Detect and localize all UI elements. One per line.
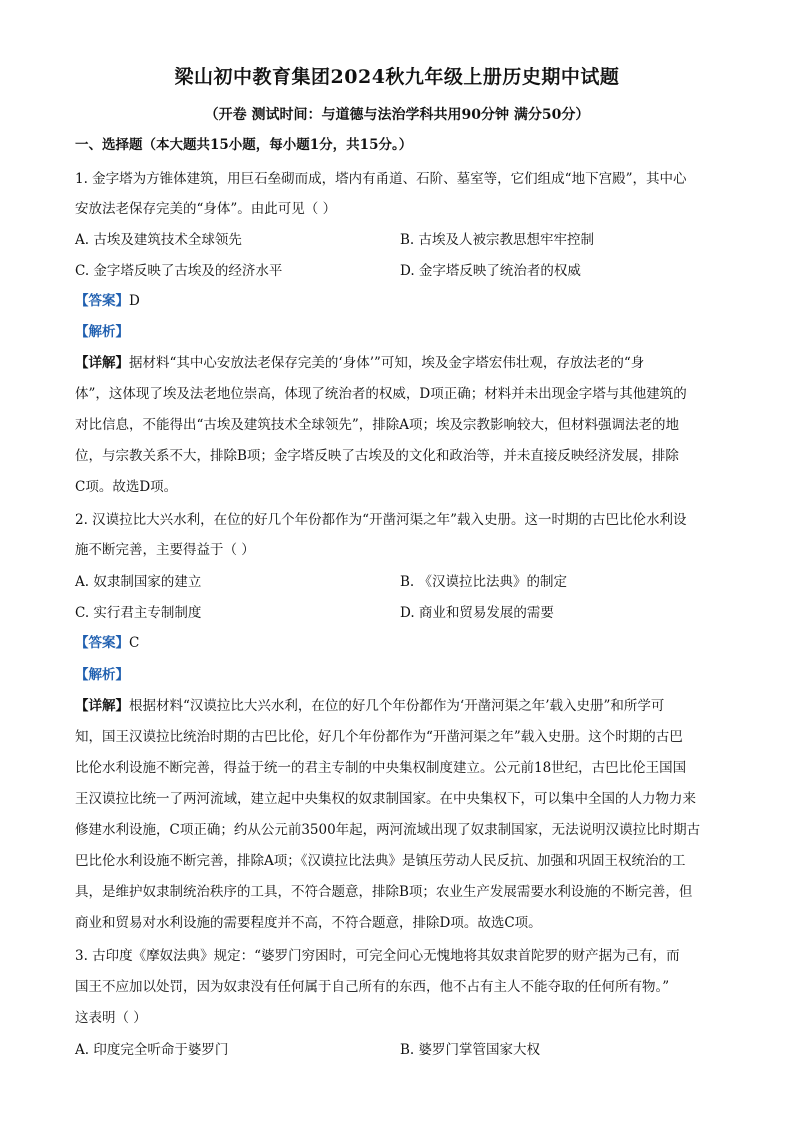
q2-detail-line1 (75, 697, 725, 715)
q1-option-d: D. 金字塔反映了统治者的权威 (400, 263, 581, 279)
answer-value: D (129, 293, 140, 309)
q2-answer (75, 634, 725, 652)
detail-text: 据材料“其中心安放法老保存完美的‘身体’”可知，埃及金字塔宏伟壮观，存放法老的“身 (129, 355, 645, 371)
answer-tag: 【答案】 (75, 635, 129, 651)
q1-detail-line5: C项。故选D项。 (75, 479, 178, 495)
page-title: 梁山初中教育集团2024秋九年级上册历史期中试题 (174, 66, 620, 88)
q1-option-a: A. 古埃及建筑技术全球领先 (75, 232, 242, 248)
q2-detail-line8: 商业和贸易对水利设施的需要程度并不高，不符合题意，排除D项。故选C项。 (75, 915, 542, 931)
q1-detail-line3: 对比信息，不能得出“古埃及建筑技术全球领先”，排除A项；埃及宗教影响较大，但材料强调法老的地 (75, 417, 680, 433)
q1-answer (75, 292, 725, 310)
detail-tag: 【详解】 (75, 355, 129, 371)
detail-tag: 【详解】 (75, 698, 129, 714)
q2-detail-line2: 知，国王汉谟拉比统治时期的古巴比伦，好几个年份都作为“开凿河渠之年”载入史册。这个时期的古巴 (75, 729, 683, 745)
q2-detail-line6: 巴比伦水利设施不断完善，排除A项；《汉谟拉比法典》是镇压劳动人民反抗、加强和巩固王权统治的工 (75, 853, 686, 869)
q2-detail-line5: 修建水利设施，C项正确；约从公元前3500年起，两河流域出现了奴隶制国家，无法说明汉谟拉比时期古 (75, 822, 701, 838)
q2-detail-line4: 王汉谟拉比统一了两河流域，建立起中央集权的奴隶制国家。在中央集权下，可以集中全国的人力物力来 (75, 791, 696, 807)
q1-detail-line4: 位，与宗教关系不大，排除B项；金字塔反映了古埃及的文化和政治等，并未直接反映经济发展，排除 (75, 448, 679, 464)
q3-stem-line3: 这表明（ ） (75, 1010, 147, 1026)
q1-detail-line1 (75, 354, 725, 372)
q1-stem-line1: 1. 金字塔为方锥体建筑，用巨石垒砌而成，塔内有甬道、石阶、墓室等，它们组成“地下宫殿”，其中心 (75, 171, 687, 187)
q2-option-a: A. 奴隶制国家的建立 (75, 574, 202, 590)
q2-option-d: D. 商业和贸易发展的需要 (400, 605, 554, 621)
q3-stem-line2: 国王不应加以处罚，因为奴隶没有任何属于自己所有的东西，他不占有主人不能夺取的任何所有物。” (75, 979, 670, 995)
q3-option-a: A. 印度完全听命于婆罗门 (75, 1042, 229, 1058)
q1-detail-line2: 体”，这体现了埃及法老地位崇高，体现了统治者的权威，D项正确；材料并未出现金字塔与其他建筑的 (75, 386, 687, 402)
q1-option-b: B. 古埃及人被宗教思想牢牢控制 (400, 232, 595, 248)
q1-analysis (75, 323, 725, 341)
q3-option-b: B. 婆罗门掌管国家大权 (400, 1042, 541, 1058)
q2-option-c: C. 实行君主专制制度 (75, 605, 202, 621)
section-heading: 一、选择题（本大题共15小题，每小题1分，共15分。） (75, 137, 413, 153)
analysis-tag: 【解析】 (75, 324, 129, 340)
q1-stem-line2: 安放法老保存完美的“身体”。由此可见（ ） (75, 201, 337, 217)
q2-analysis (75, 666, 725, 684)
q2-stem-line2: 施不断完善，主要得益于（ ） (75, 542, 255, 558)
q2-detail-line3: 比伦水利设施不断完善，得益于统一的君主专制的中央集权制度建立。公元前18世纪，古巴比伦王国国 (75, 760, 687, 776)
answer-tag: 【答案】 (75, 293, 129, 309)
analysis-tag: 【解析】 (75, 667, 129, 683)
detail-text: 根据材料“汉谟拉比大兴水利，在位的好几个年份都作为‘开凿河渠之年’载入史册”和所学可 (129, 698, 665, 714)
q1-option-c: C. 金字塔反映了古埃及的经济水平 (75, 263, 283, 279)
q2-option-b: B. 《汉谟拉比法典》的制定 (400, 574, 568, 590)
page-subtitle: （开卷 测试时间：与道德与法治学科共用90分钟 满分50分） (204, 107, 590, 123)
q3-stem-line1: 3. 古印度《摩奴法典》规定：“婆罗门穷困时，可完全问心无愧地将其奴隶首陀罗的财产据为己有，而 (75, 948, 680, 964)
answer-value: C (129, 635, 140, 651)
q2-stem-line1: 2. 汉谟拉比大兴水利，在位的好几个年份都作为“开凿河渠之年”载入史册。这一时期的古巴比伦水利设 (75, 512, 687, 528)
q2-detail-line7: 具，是维护奴隶制统治秩序的工具，不符合题意，排除B项；农业生产发展需要水利设施的不断完善，但 (75, 884, 693, 900)
